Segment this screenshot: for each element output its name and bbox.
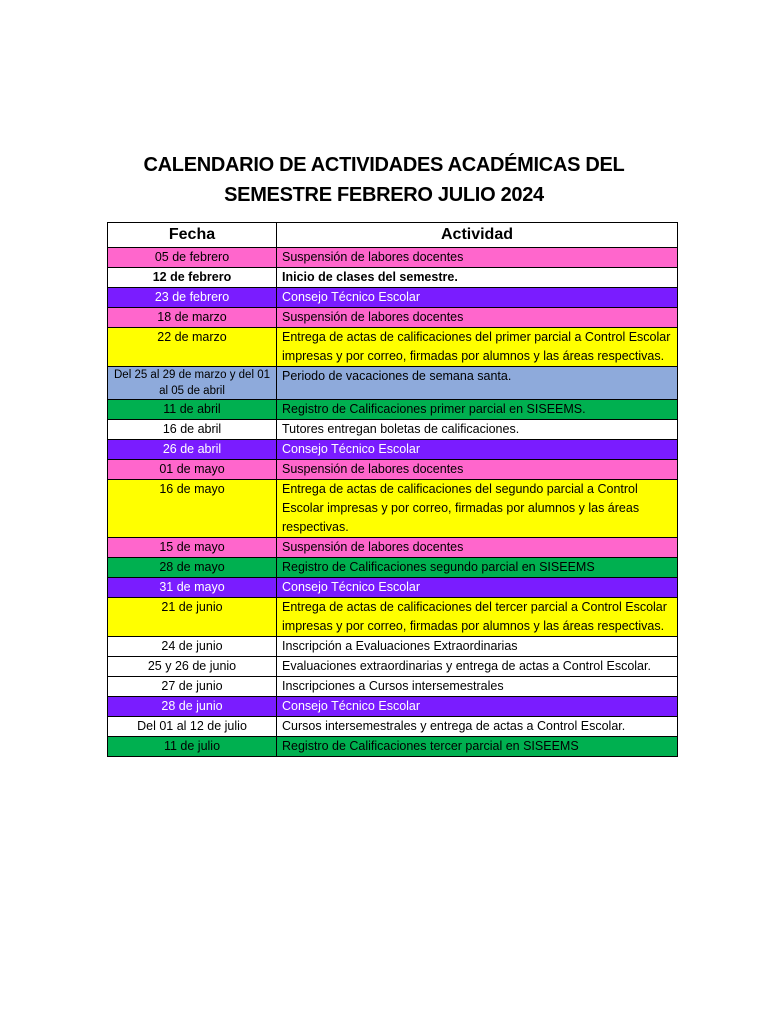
- table-row: [108, 288, 678, 308]
- row-activity: Inicio de clases del semestre.: [277, 268, 678, 288]
- row-activity: Suspensión de labores docentes: [277, 460, 678, 480]
- row-activity: Suspensión de labores docentes: [277, 308, 678, 328]
- table-row: [108, 578, 678, 598]
- table-row: [108, 538, 678, 558]
- table-header-row: [108, 223, 678, 248]
- activity-column-header: Actividad: [277, 223, 678, 248]
- row-date: Del 25 al 29 de marzo y del 01 al 05 de abril: [108, 367, 277, 400]
- table-row: [108, 308, 678, 328]
- row-date: 01 de mayo: [108, 460, 277, 480]
- table-row: [108, 598, 678, 637]
- row-date: 16 de abril: [108, 420, 277, 440]
- row-date: 28 de junio: [108, 697, 277, 717]
- row-date: 05 de febrero: [108, 248, 277, 268]
- table-row: [108, 677, 678, 697]
- row-date: 12 de febrero: [108, 268, 277, 288]
- row-date: 26 de abril: [108, 440, 277, 460]
- activities-calendar-table: [107, 222, 678, 757]
- row-activity: Entrega de actas de calificaciones del tercer parcial a Control Escolar impresas y por correo, firmadas por alumnos y las áreas respectivas.: [277, 598, 678, 637]
- table-row: [108, 367, 678, 400]
- row-date: 15 de mayo: [108, 538, 277, 558]
- table-row: [108, 420, 678, 440]
- row-date: 25 y 26 de junio: [108, 657, 277, 677]
- row-activity: Evaluaciones extraordinarias y entrega de actas a Control Escolar.: [277, 657, 678, 677]
- row-activity: Inscripción a Evaluaciones Extraordinarias: [277, 637, 678, 657]
- row-activity: Entrega de actas de calificaciones del segundo parcial a Control Escolar impresas y por correo, firmadas por alumnos y las áreas respectivas.: [277, 480, 678, 538]
- row-date: 16 de mayo: [108, 480, 277, 538]
- row-activity: Cursos intersemestrales y entrega de actas a Control Escolar.: [277, 717, 678, 737]
- date-column-header: Fecha: [108, 223, 277, 248]
- table-row: [108, 717, 678, 737]
- table-row: [108, 637, 678, 657]
- table-row: [108, 400, 678, 420]
- row-date: 23 de febrero: [108, 288, 277, 308]
- row-date: 28 de mayo: [108, 558, 277, 578]
- table-row: [108, 460, 678, 480]
- row-activity: Periodo de vacaciones de semana santa.: [277, 367, 678, 400]
- table-body: [108, 248, 678, 757]
- row-date: 21 de junio: [108, 598, 277, 637]
- table-row: [108, 558, 678, 578]
- row-activity: Entrega de actas de calificaciones del primer parcial a Control Escolar impresas y por correo, firmadas por alumnos y las áreas respectivas.: [277, 328, 678, 367]
- row-activity: Inscripciones a Cursos intersemestrales: [277, 677, 678, 697]
- row-date: 31 de mayo: [108, 578, 277, 598]
- row-date: 27 de junio: [108, 677, 277, 697]
- row-activity: Suspensión de labores docentes: [277, 538, 678, 558]
- row-date: Del 01 al 12 de julio: [108, 717, 277, 737]
- table-row: [108, 697, 678, 717]
- row-activity: Consejo Técnico Escolar: [277, 578, 678, 598]
- table-row: [108, 737, 678, 757]
- document-title: [0, 150, 768, 210]
- row-activity: Consejo Técnico Escolar: [277, 288, 678, 308]
- row-activity: Consejo Técnico Escolar: [277, 440, 678, 460]
- table-row: [108, 248, 678, 268]
- row-activity: Suspensión de labores docentes: [277, 248, 678, 268]
- title-line-1: CALENDARIO DE ACTIVIDADES ACADÉMICAS DEL: [143, 154, 625, 176]
- row-activity: Consejo Técnico Escolar: [277, 697, 678, 717]
- row-date: 24 de junio: [108, 637, 277, 657]
- table-row: [108, 328, 678, 367]
- row-date: 11 de julio: [108, 737, 277, 757]
- table-row: [108, 657, 678, 677]
- row-date: 18 de marzo: [108, 308, 277, 328]
- row-activity: Registro de Calificaciones tercer parcial en SISEEMS: [277, 737, 678, 757]
- row-date: 22 de marzo: [108, 328, 277, 367]
- row-activity: Registro de Calificaciones segundo parcial en SISEEMS: [277, 558, 678, 578]
- table-row: [108, 440, 678, 460]
- row-date: 11 de abril: [108, 400, 277, 420]
- title-line-2: SEMESTRE FEBRERO JULIO 2024: [224, 184, 544, 206]
- table-row: [108, 480, 678, 538]
- row-activity: Registro de Calificaciones primer parcial en SISEEMS.: [277, 400, 678, 420]
- row-activity: Tutores entregan boletas de calificaciones.: [277, 420, 678, 440]
- table-row: [108, 268, 678, 288]
